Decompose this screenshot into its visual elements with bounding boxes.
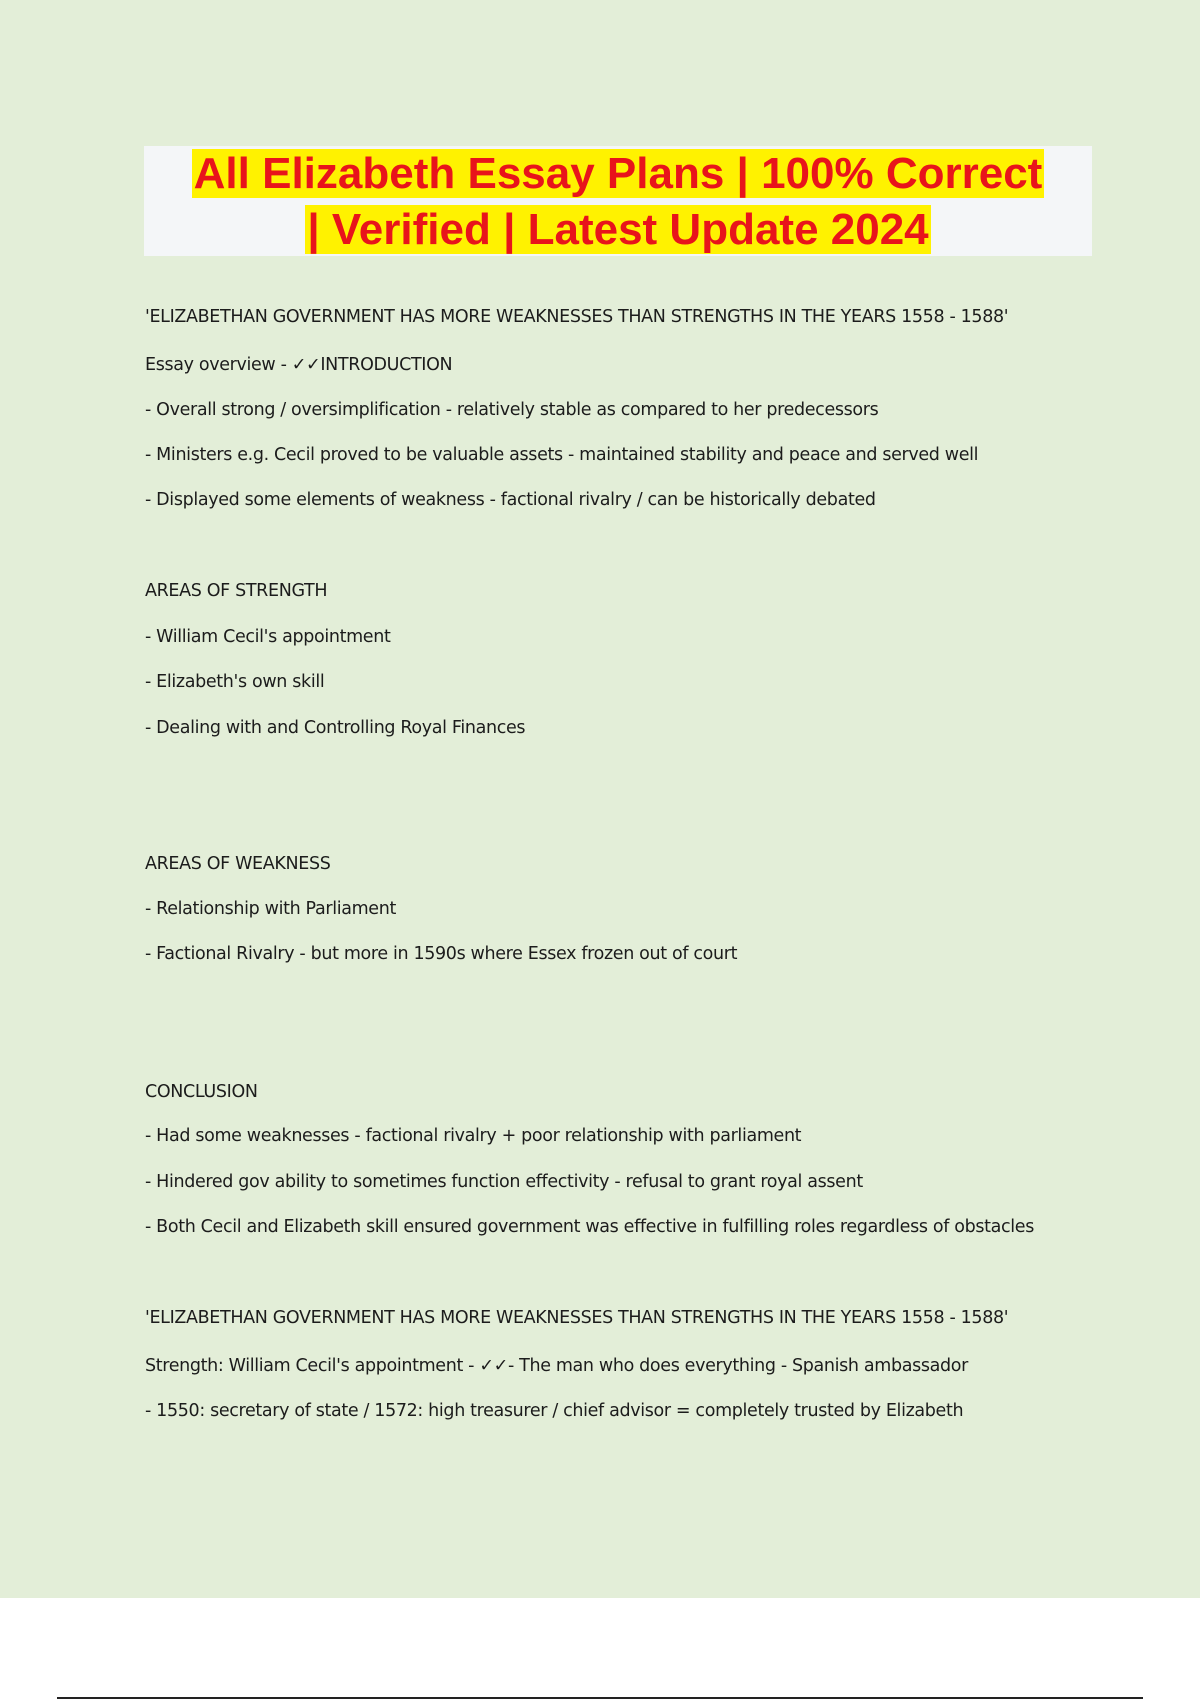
text-line: - Elizabeth's own skill <box>145 672 325 692</box>
text-line: - William Cecil's appointment <box>145 627 391 647</box>
section-heading-weakness: AREAS OF WEAKNESS <box>145 854 331 874</box>
text-line: - 1550: secretary of state / 1572: high treasurer / chief advisor = completely trusted by Elizabeth <box>145 1401 964 1421</box>
title-line-1: All Elizabeth Essay Plans | 100% Correct <box>193 149 1043 198</box>
text-line: - Had some weaknesses - factional rivalry + poor relationship with parliament <box>145 1126 802 1146</box>
strength-line: Strength: William Cecil's appointment - ✓✓- The man who does everything - Spanish ambassador <box>145 1356 968 1376</box>
essay-overview-line: Essay overview - ✓✓INTRODUCTION <box>145 355 453 375</box>
essay-question-heading: 'ELIZABETHAN GOVERNMENT HAS MORE WEAKNESSES THAN STRENGTHS IN THE YEARS 1558 - 1588' <box>145 1308 1009 1328</box>
text-line: - Factional Rivalry - but more in 1590s where Essex frozen out of court <box>145 944 738 964</box>
title-line-2: | Verified | Latest Update 2024 <box>307 205 929 254</box>
text-line: - Both Cecil and Elizabeth skill ensured government was effective in fulfilling roles regardless of obstacles <box>145 1217 1034 1237</box>
section-heading-conclusion: CONCLUSION <box>145 1082 258 1102</box>
text-line: - Displayed some elements of weakness - factional rivalry / can be historically debated <box>145 490 876 510</box>
text-line: - Dealing with and Controlling Royal Finances <box>145 718 526 738</box>
essay-question-heading: 'ELIZABETHAN GOVERNMENT HAS MORE WEAKNESSES THAN STRENGTHS IN THE YEARS 1558 - 1588' <box>145 307 1009 327</box>
text-line: - Overall strong / oversimplification - relatively stable as compared to her predecessors <box>145 400 879 420</box>
text-line: - Hindered gov ability to sometimes function effectivity - refusal to grant royal assent <box>145 1172 863 1192</box>
document-title <box>144 146 1092 256</box>
footer-divider <box>57 1697 1143 1699</box>
section-heading-strength: AREAS OF STRENGTH <box>145 581 328 601</box>
text-line: - Relationship with Parliament <box>145 899 396 919</box>
text-line: - Ministers e.g. Cecil proved to be valuable assets - maintained stability and peace and served well <box>145 445 979 465</box>
